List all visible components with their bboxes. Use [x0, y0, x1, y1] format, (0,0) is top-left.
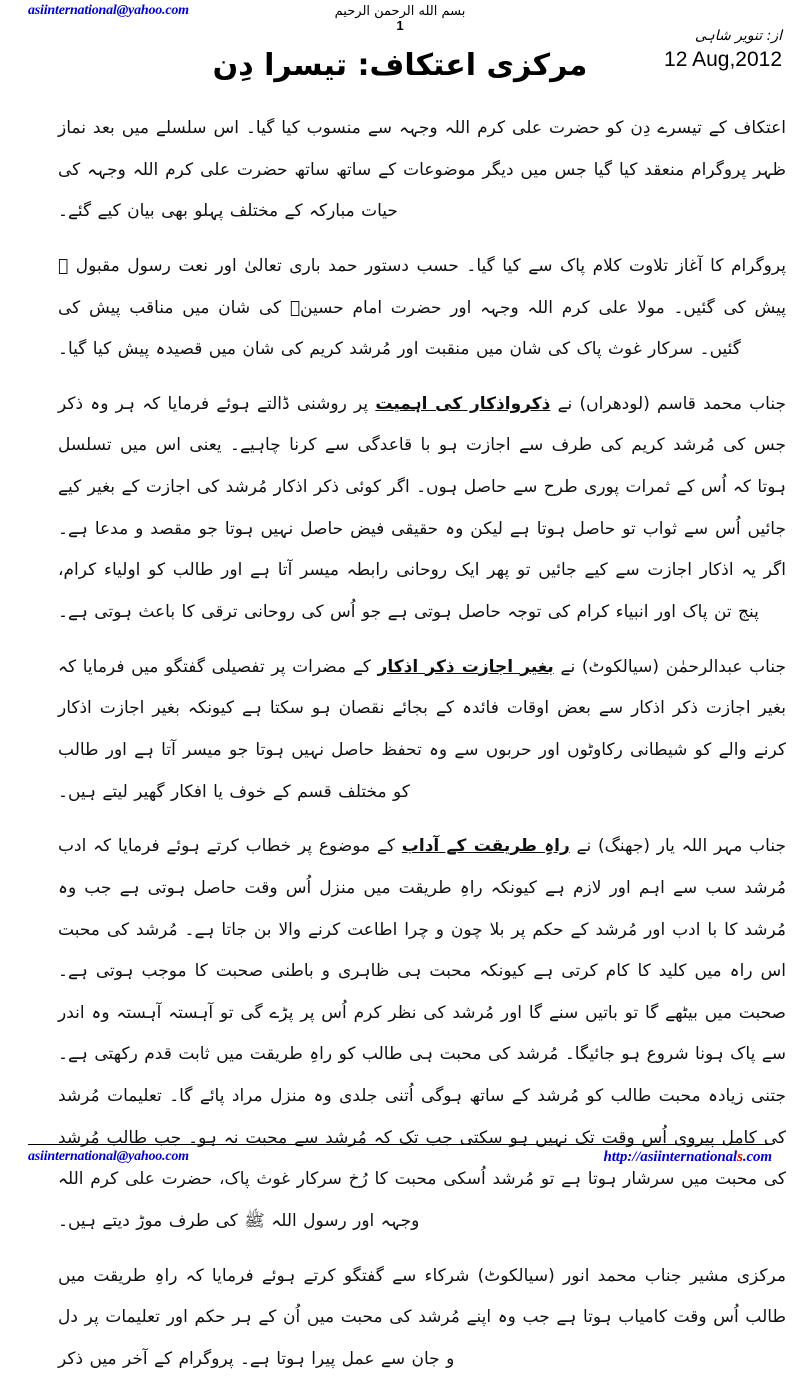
paragraph: مرکزی مشیر جناب محمد انور (سیالکوٹ) شرکاء سے گفتگو کرتے ہوئے فرمایا کہ راہِ طریقت میں طالب اُس وقت کامیاب ہوتا ہے جب وہ اپنے مُرشد کی محبت میں اُن کے ہر حکم اور تعلیمات پر دل و جان سے عمل پیرا ہوتا ہے۔ پروگرام کے آخر میں ذکر	[58, 1265, 786, 1369]
page-footer	[0, 1144, 800, 1200]
footer-website-url[interactable]	[603, 1149, 772, 1166]
document-date: 12 Aug,2012	[664, 48, 782, 71]
paragraph: پروگرام کا آغاز تلاوت کلام پاک سے کیا گیا۔ حسب دستور حمد باری تعالیٰ اور نعت رسول مقبول ﷺ پیش کی گئیں۔ مولا علی کرم اللہ وجہہ اور حضرت امام حسینؓ کی شان میں مناقب پیش کی گئیں۔ سرکار غوث پاک کی شان میں منقبت اور مُرشد کریم کی شان میں قصیدہ پیش کیا گیا۔	[58, 255, 786, 360]
footer-url-main: http://asiinternational	[603, 1149, 738, 1165]
footer-divider	[28, 1144, 772, 1145]
footer-email-address[interactable]: asiinternational@yahoo.com	[28, 1149, 189, 1164]
page-header	[0, 0, 800, 100]
page-title: مرکزی اعتکاف: تیسرا دِن	[212, 48, 588, 83]
paragraph: اعتکاف کے تیسرے دِن کو حضرت علی کرم اللہ وجہہ سے منسوب کیا گیا۔ اس سلسلے میں بعد نماز ظہر پروگرام منعقد کیا گیا جس میں دیگر موضوعات کے ساتھ ساتھ حضرت علی کرم اللہ وجہہ کی حیات مبارکہ کے مختلف پہلو بھی بیان کیے گئے۔	[58, 118, 786, 222]
footer-url-highlight: s	[737, 1149, 743, 1165]
bismillah-text: بسم الله الرحمن الرحيم	[334, 4, 466, 19]
paragraph: جناب عبدالرحمٰن (سیالکوٹ) نے بغیر اجازت ذکر اذکار کے مضرات پر تفصیلی گفتگو میں فرمایا کہ بغیر اجازت ذکر اذکار سے بعض اوقات فائدہ کے بجائے نقصان ہو سکتا ہے کیونکہ بغیر اجازت اذکار کرنے والے کو شیطانی رکاوٹوں اور حربوں سے وہ تحفظ حاصل نہیں ہوتا جو میسر آتا ہے اور طالب کو مختلف قسم کے خوف یا افکار گھیر لیتے ہیں۔	[58, 656, 786, 802]
page-number: 1	[396, 18, 404, 33]
paragraph: جناب محمد قاسم (لودھراں) نے ذکرواذکار کی اہمیت پر روشنی ڈالتے ہوئے فرمایا کہ ہر وہ ذکر جس کی مُرشد کریم کی طرف سے اجازت ہو با قاعدگی سے کرنا چاہیے۔ یعنی اس میں تسلسل ہوتا کہ اُس کے ثمرات پوری طرح سے حاصل ہوں۔ اگر کوئی ذکر اذکار مُرشد کی اجازت کے بغیر کیے جائیں اُس سے ثواب تو حاصل ہوتا ہے لیکن وہ حقیقی فیض حاصل نہیں ہوتا جو مقصد و مدعا ہے۔ اگر یہ اذکار اجازت سے کیے جائیں تو پھر ایک روحانی رابطہ میسر آتا ہے اور طالب کو اولیاء کرام، پنج تن پاک اور انبیاء کرام کی توجہ حاصل ہوتی ہے جو اُس کی روحانی ترقی کا باعث ہوتی ہے۔	[58, 393, 786, 623]
paragraph: جناب مہر اللہ یار (جھنگ) نے راہِ طریقت کے آداب کے موضوع پر خطاب کرتے ہوئے فرمایا کہ ادب مُرشد سب سے اہم اور لازم ہے کیونکہ راہِ طریقت میں منزل اُس وقت حاصل ہوتی ہے جب وہ مُرشد کا با ادب اور مُرشد کے حکم پر بلا چون و چرا اطاعت کرنے والا بن جاتا ہے۔ مُرشد کی محبت اس راہ میں کلید کا کام کرتی ہے کیونکہ محبت ہی ظاہری و باطنی صحبت کا موجب ہوتی ہے۔ صحبت میں بیٹھے گا تو باتیں سنے گا اور مُرشد کی نظر کرم اُس پر پڑے گی تو آہستہ آہستہ وہ اندر سے پاک ہونا شروع ہو جائیگا۔ مُرشد کی محبت ہی طالب کو راہِ طریقت میں ثابت قدم رکھتی ہے۔ جتنی زیادہ محبت طالب کو مُرشد کے ساتھ ہوگی اُتنی جلدی وہ منزل مراد پائے گا۔ تعلیمات مُرشد کی کامل پیروی اُس وقت تک نہیں ہو سکتی جب تک کہ مُرشد سے محبت نہ ہو۔ جب طالب مُرشد کی محبت میں سرشار ہوتا ہے تو مُرشد اُسکی محبت کا رُخ سرکار غوث پاک، حضرت علی کرم اللہ وجہہ اور رسول اللہ ﷺ کی طرف موڑ دیتے ہیں۔	[58, 836, 787, 1232]
emphasised-phrase: ذکرواذکار کی اہمیت	[375, 393, 551, 414]
author-byline: از: تنویر شاہی	[694, 28, 782, 44]
footer-content	[28, 1149, 772, 1166]
emphasised-phrase: راہِ طریقت کے آداب	[401, 836, 570, 857]
emphasised-phrase: بغیر اجازت ذکر اذکار	[377, 656, 554, 677]
header-email-address[interactable]: asiinternational@yahoo.com	[28, 3, 189, 18]
footer-url-tld: .com	[742, 1149, 772, 1165]
